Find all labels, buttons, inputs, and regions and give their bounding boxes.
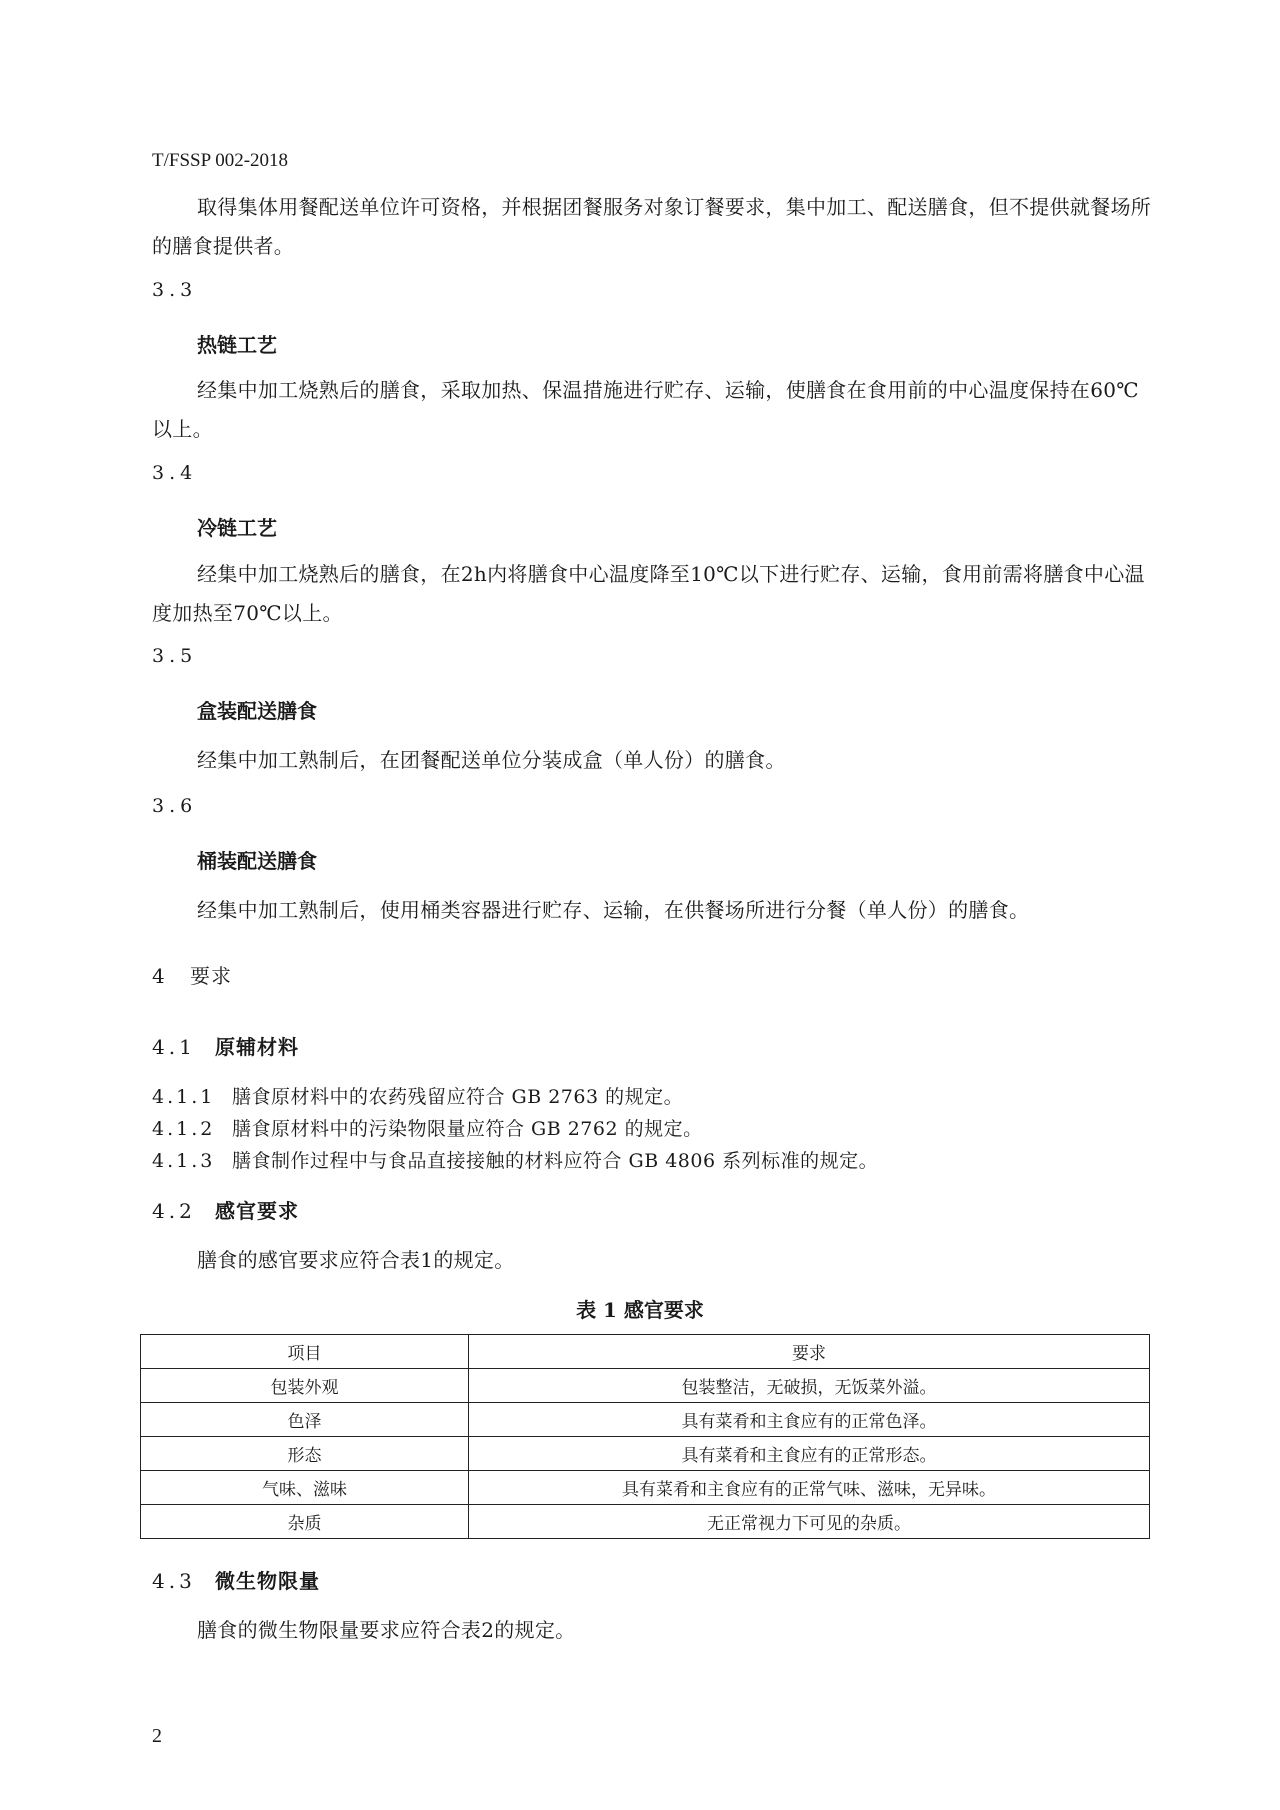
table-cell: 杂质 xyxy=(141,1505,469,1539)
table-cell: 色泽 xyxy=(141,1403,469,1437)
section-title: 要求 xyxy=(189,964,232,988)
list-item xyxy=(152,1082,683,1109)
table-cell: 形态 xyxy=(141,1437,469,1471)
table-cell: 无正常视力下可见的杂质。 xyxy=(469,1505,1150,1539)
list-item xyxy=(152,1114,703,1141)
clause-number: 3.3 xyxy=(152,279,198,301)
section-number: 4 xyxy=(152,964,166,988)
section-heading xyxy=(152,960,232,989)
term-definition: 经集中加工熟制后，在团餐配送单位分装成盒（单人份）的膳食。 xyxy=(197,748,786,772)
clause-number: 3.6 xyxy=(152,795,198,817)
table-cell: 气味、滋味 xyxy=(141,1471,469,1505)
subsection-title: 微生物限量 xyxy=(214,1569,320,1593)
table-caption: 表 1 感官要求 xyxy=(576,1298,704,1322)
item-number: 4.1.2 xyxy=(152,1118,216,1140)
table-cell: 具有菜肴和主食应有的正常形态。 xyxy=(469,1437,1150,1471)
table-cell: 具有菜肴和主食应有的正常气味、滋味，无异味。 xyxy=(469,1471,1150,1505)
page-number: 2 xyxy=(152,1725,162,1747)
column-header: 项目 xyxy=(141,1335,469,1369)
term-name: 热链工艺 xyxy=(197,333,277,357)
subsection-title: 感官要求 xyxy=(214,1199,299,1223)
table-row xyxy=(141,1403,1150,1437)
term-definition: 经集中加工烧熟后的膳食，在2h内将膳食中心温度降至10℃以下进行贮存、运输，食用前需将膳食中心温度加热至70℃以上。 xyxy=(152,562,1145,625)
list-item xyxy=(152,1146,878,1173)
table-header-row xyxy=(141,1335,1150,1369)
subsection-heading xyxy=(152,1195,299,1224)
table-row xyxy=(141,1505,1150,1539)
clause-number: 3.4 xyxy=(152,462,198,484)
term-definition: 经集中加工熟制后，使用桶类容器进行贮存、运输，在供餐场所进行分餐（单人份）的膳食。 xyxy=(197,898,1030,922)
table-cell: 具有菜肴和主食应有的正常色泽。 xyxy=(469,1403,1150,1437)
table-row xyxy=(141,1471,1150,1505)
paragraph: 膳食的微生物限量要求应符合表2的规定。 xyxy=(197,1618,576,1642)
subsection-heading xyxy=(152,1565,320,1594)
table-cell: 包装整洁，无破损，无饭菜外溢。 xyxy=(469,1369,1150,1403)
item-text: 膳食原材料中的污染物限量应符合 GB 2762 的规定。 xyxy=(232,1118,703,1140)
subsection-number: 4.2 xyxy=(152,1199,196,1223)
paragraph: 膳食的感官要求应符合表1的规定。 xyxy=(197,1248,515,1272)
sensory-requirements-table xyxy=(140,1334,1150,1539)
term-name: 盒装配送膳食 xyxy=(197,699,317,723)
subsection-heading xyxy=(152,1031,299,1060)
column-header: 要求 xyxy=(469,1335,1150,1369)
term-name: 桶装配送膳食 xyxy=(197,849,317,873)
intro-paragraph: 取得集体用餐配送单位许可资格，并根据团餐服务对象订餐要求，集中加工、配送膳食，但不提供就餐场所的膳食提供者。 xyxy=(152,195,1152,258)
subsection-number: 4.1 xyxy=(152,1035,196,1059)
standard-number: T/FSSP 002-2018 xyxy=(152,150,289,171)
item-number: 4.1.3 xyxy=(152,1150,216,1172)
item-text: 膳食原材料中的农药残留应符合 GB 2763 的规定。 xyxy=(232,1086,684,1108)
term-name: 冷链工艺 xyxy=(197,516,277,540)
table-row xyxy=(141,1369,1150,1403)
subsection-title: 原辅材料 xyxy=(214,1035,299,1059)
term-definition: 经集中加工烧熟后的膳食，采取加热、保温措施进行贮存、运输，使膳食在食用前的中心温度保持在60℃以上。 xyxy=(152,378,1139,441)
clause-number: 3.5 xyxy=(152,645,198,667)
table-row xyxy=(141,1437,1150,1471)
item-number: 4.1.1 xyxy=(152,1086,216,1108)
item-text: 膳食制作过程中与食品直接接触的材料应符合 GB 4806 系列标准的规定。 xyxy=(232,1150,879,1172)
subsection-number: 4.3 xyxy=(152,1569,196,1593)
table-cell: 包装外观 xyxy=(141,1369,469,1403)
